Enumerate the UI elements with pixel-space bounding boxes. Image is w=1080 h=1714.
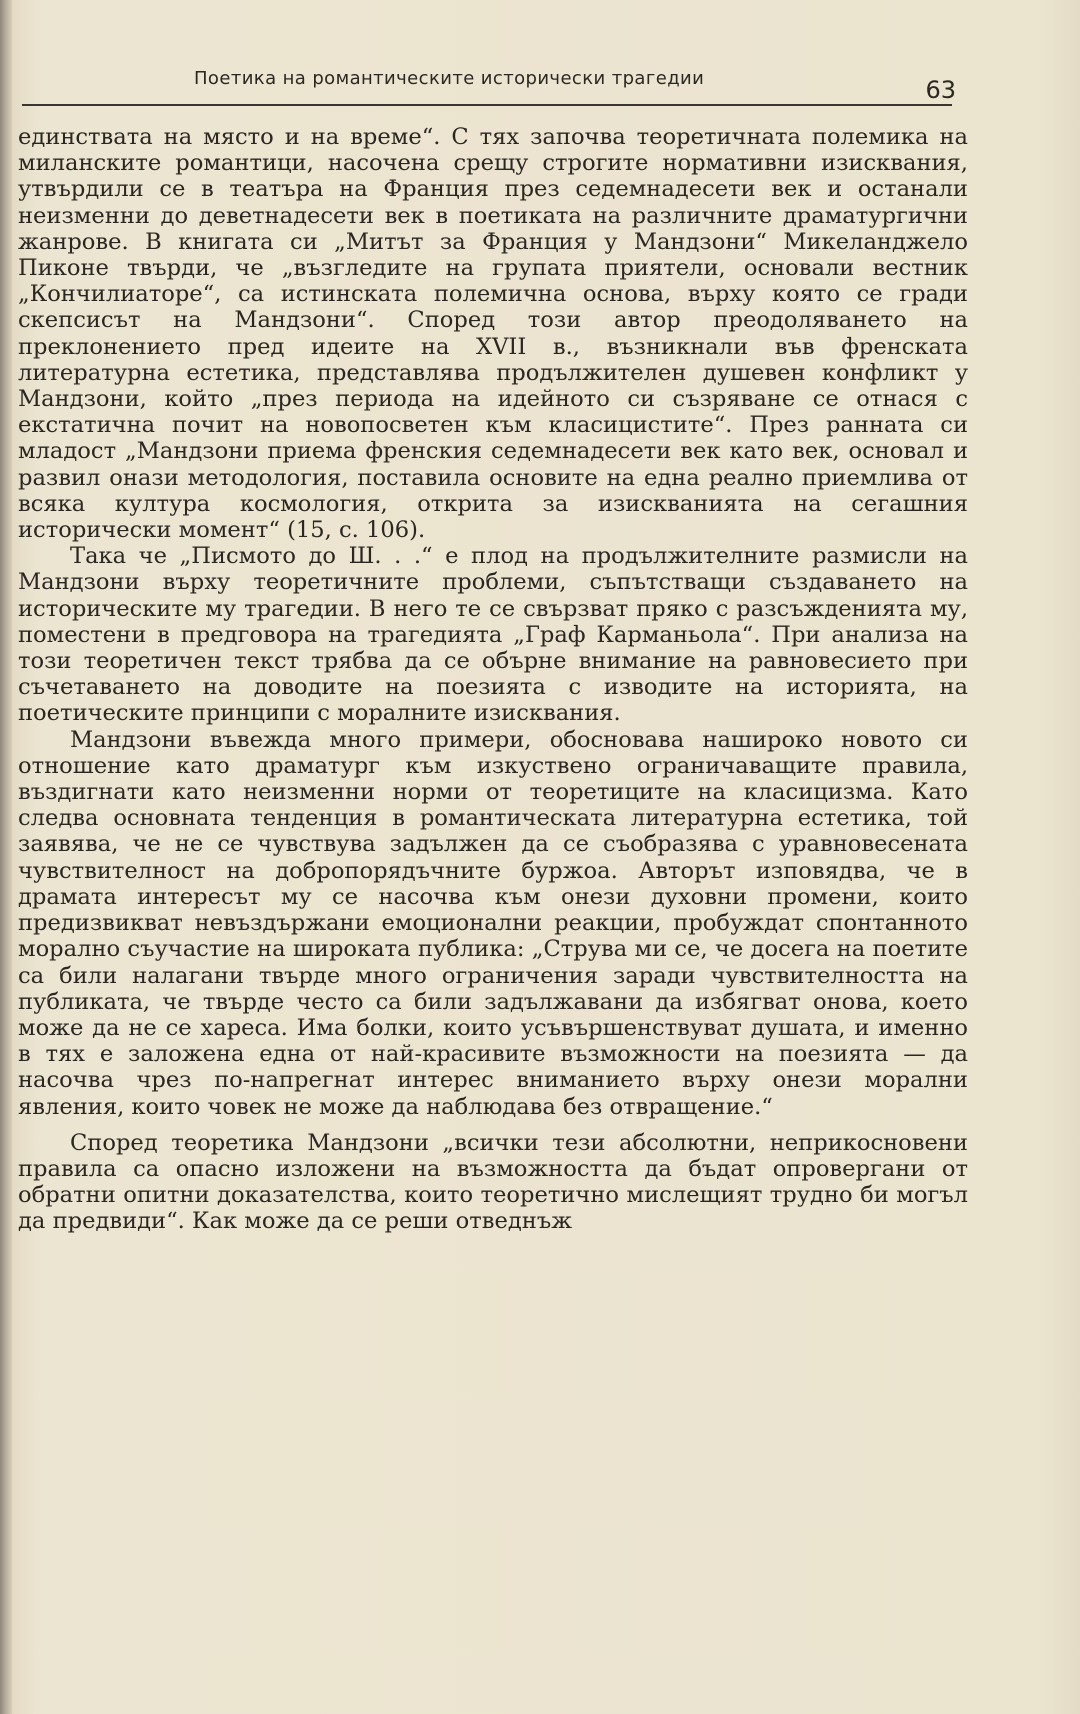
page-header [22, 56, 1012, 108]
book-spine-shadow [0, 0, 12, 1714]
paragraph: единствата на място и на време“. С тях започва теоретичната полемика на миланските романтици, насочена срещу строгите нормативни изисквания, утвърдили се в театъра на Франция през седемнадесети век и останали неизменни до деветнадесети век в поетиката на различните драматургични жанрове. В книгата си „Митът за Франция у Мандзони“ Микеланджело Пиконе твърди, че „възгледите на групата приятели, основали вестник „Кончилиаторе“, са истинската полемична основа, върху която се гради скепсисът на Мандзони“. Според този автор преодоляването на преклонението пред идеите на XVII в., възникнали във френската литературна естетика, представлява продължителен душевен конфликт у Мандзони, който „през периода на идейното си съзряване се отнася с екстатична почит на новопосветен към класицистите“. През ранната си младост „Мандзони приема френския седемнадесети век като век, основал и развил онази методология, поставила основите на една реално приемлива от всяка култура космология, открита за изискванията на сегашния исторически момент“ (15, с. 106). [18, 124, 968, 544]
body-text [18, 124, 968, 1235]
running-title: Поетика на романтическите исторически трагедии [194, 68, 705, 89]
paragraph: Според теоретика Мандзони „всички тези абсолютни, неприкосновени правила са опасно изложени на възможността да бъдат опровергани от обратни опитни доказателства, които теоретично мислещият трудно би могъл да предвиди“. Как може да се реши отведнъж [18, 1129, 968, 1235]
page-number: 63 [925, 76, 956, 104]
header-rule [22, 104, 952, 106]
paragraph: Мандзони въвежда много примери, обосновава нашироко новото си отношение като драматург към изкуствено ограничаващите правила, въздигнати като неизменни норми от теоретиците на класицизма. Като следва основната тенденция в романтическата литературна естетика, той заявява, че не се чувствува задължен да се съобразява с уравновесената чувствителност на добропорядъчните буржоа. Авторът изповядва, че в драмата интересът му се насочва към онези духовни промени, които предизвикват невъздържани емоционални реакции, пробуждат спонтанното морално съучастие на широката публика: „Струва ми се, че досега на поетите са били налагани твърде много ограничения заради чувствителността на публиката, че твърде често са били задължавани да избягват онова, което може да не се хареса. Има болки, които усъвършенствуват душата, и именно в тях е заложена една от най-красивите възможности на поезията — да насочва чрез по-напрегнат интерес вниманието върху онези морални явления, които човек не може да наблюдава без отвращение.“ [18, 726, 968, 1120]
paragraph: Така че „Писмото до Ш. . .“ е плод на продължителните размисли на Мандзони върху теоретичните проблеми, съпътстващи създаването на историческите му трагедии. В него те се свързват пряко с разсъжденията му, поместени в предговора на трагедията „Граф Карманьола“. При анализа на този теоретичен текст трябва да се обърне внимание на равновесието при съчетаването на доводите на поезията с изводите на историята, на поетическите принципи с моралните изисквания. [18, 543, 968, 727]
